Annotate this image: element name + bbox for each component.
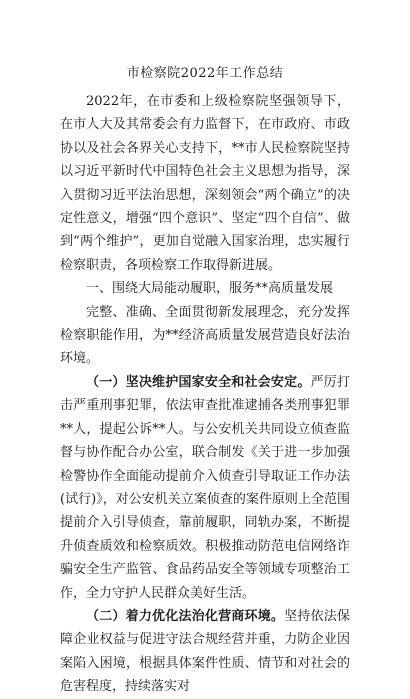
section-1-heading: 一、围绕大局能动履职，服务**高质量发展 (86, 281, 334, 297)
subsection-1-body: 严厉打击严重刑事犯罪，依法审查批准逮捕各类刑事犯罪**人，提起公诉**人。与公安机关共同设立侦查监督与协作配合办公室，联合制发《关于进一步加强检警协作全面能动提前介入侦查引导取证工作办法(试行)》，对公安机关立案侦查的案件原则上全范围提前介入引导侦查，靠前履职，同轨办案，不断提升侦查质效和检察质效。积极推动防范电信网络诈骗安全生产监管、食品药品安全等领域专项整治工作，全力守护人民群众美好生活。 (60, 374, 350, 601)
subsection-2-paragraph (60, 605, 350, 699)
intro-paragraph: 2022年，在市委和上级检察院坚强领导下，在市人大及其常委会有力监督下，在市政府、市政协以及社会各界关心支持下，**市人民检察院坚持以习近平新时代中国特色社会主义思想为指导，深入贯彻习近平法治思想，深刻领会“两个确立”的决定性意义，增强“四个意识”、坚定“四个自信”、做到“两个维护”，更加自觉融入国家治理，忠实履行检察职责，各项检察工作取得新进展。 (60, 94, 350, 273)
section-1-paragraph: 完整、准确、全面贯彻新发展理念，充分发挥检察职能作用，为**经济高质量发展营造良好法治环境。 (60, 304, 350, 367)
subsection-1-title: （一）坚决维护国家安全和社会安定。 (86, 374, 311, 390)
subsection-2-title: （二）着力优化法治化营商环境。 (86, 608, 285, 624)
subsection-2-body: 坚持依法保障企业权益与促进守法合规经营并重，力防企业因案陷入困境，根据具体案件性质、情节和对社会的危害程度，持续落实对 (60, 608, 350, 695)
subsection-1-paragraph (60, 371, 350, 605)
document-title: 市检察院2022年工作总结 (126, 66, 284, 81)
